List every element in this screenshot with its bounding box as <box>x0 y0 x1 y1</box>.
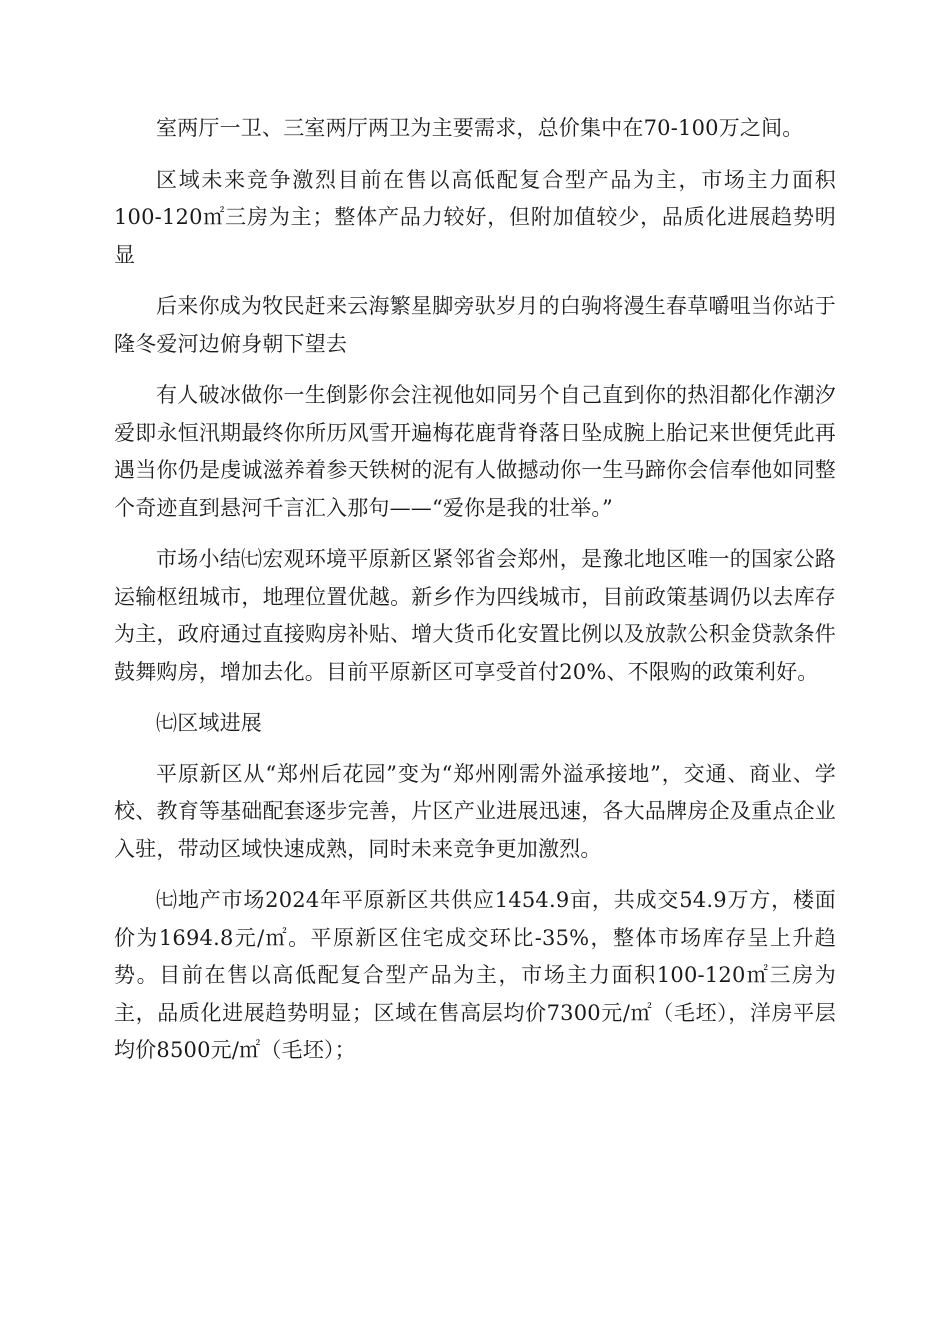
paragraph-housing-demand: 室两厅一卫、三室两厅两卫为主要需求，总价集中在70-100万之间。 <box>156 116 804 140</box>
paragraph-poem-part-2: 有人破冰做你一生倒影你会注视他如同另个自己直到你的热泪都化作潮汐爱即永恒汛期最终你所历风雪开遍梅花鹿背脊落日坠成腕上胎记来世便凭此再遇当你仍是虔诚滋养着参天铁树的泥有人做撼动你一生马蹄你会信奉他如同整个奇迹直到悬河千言汇入那句——“爱你是我的壮举。” <box>114 383 836 520</box>
paragraph-regional-progress: 平原新区从“郑州后花园”变为“郑州刚需外溢承接地”，交通、商业、学校、教育等基础配套逐步完善，片区产业进展迅速，各大品牌房企及重点企业入驻，带动区域快速成熟，同时未来竞争更加激烈。 <box>114 761 836 861</box>
paragraph-real-estate-market: ㈦地产市场2024年平原新区共供应1454.9亩，共成交54.9万方，楼面价为1694.8元/㎡。平原新区住宅成交环比-35%，整体市场库存呈上升趋势。目前在售以高低配复合型产品为主，市场主力面积100-120㎡三房为主，品质化进展趋势明显；区域在售高层均价7300元/㎡（毛坯），洋房平层均价8500元/㎡（毛坯）； <box>114 888 836 1062</box>
paragraph-poem-part-1: 后来你成为牧民赶来云海繁星脚旁驮岁月的白驹将漫生春草嚼咀当你站于隆冬爱河边俯身朝下望去 <box>114 294 836 356</box>
heading-regional-progress: ㈦区域进展 <box>156 711 262 735</box>
paragraph-regional-competition: 区域未来竞争激烈目前在售以高低配复合型产品为主，市场主力面积100-120㎡三房为主；整体产品力较好，但附加值较少，品质化进展趋势明显 <box>114 167 836 267</box>
paragraph-market-summary: 市场小结㈦宏观环境平原新区紧邻省会郑州，是豫北地区唯一的国家公路运输枢纽城市，地理位置优越。新乡作为四线城市，目前政策基调仍以去库存为主，政府通过直接购房补贴、增大货币化安置比例以及放款公积金贷款条件鼓舞购房，增加去化。目前平原新区可享受首付20%、不限购的政策利好。 <box>114 547 836 684</box>
document-body <box>114 110 836 1084</box>
